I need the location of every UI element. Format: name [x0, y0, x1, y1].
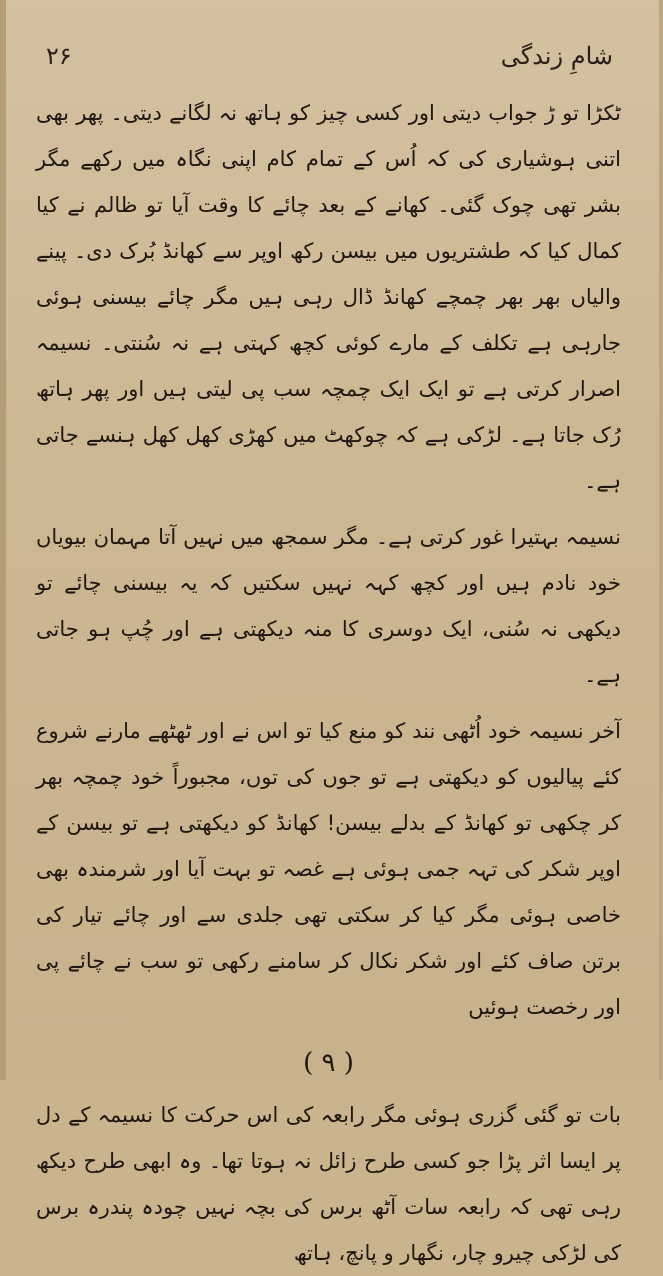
page-body: [36, 90, 621, 1276]
section-number: ( ۹ ): [303, 1048, 354, 1078]
paragraph-4: بات تو گئی گزری ہوئی مگر رابعہ کی اس حرکت کا نسیمہ کے دل پر ایسا اثر پڑا جو کسی طرح زائل نہ ہوتا تھا۔ وہ ابھی طرح دیکھ رہی تھی کہ رابعہ سات آٹھ برس کی بچہ نہیں چودہ پندرہ برس کی لڑکی چیرو چار، نگھار و پانچ، ہاتھ: [36, 1103, 621, 1265]
page-number: ۲۶: [46, 42, 72, 70]
page-header: [36, 34, 621, 78]
running-title: شامِ زندگی: [500, 42, 613, 70]
paragraph-3: آخر نسیمہ خود اُٹھی نند کو منع کیا تو اس نے اور ٹھٹھے مارنے شروع کئے پیالیوں کو دیکھتی ہے تو جوں کی توں، مجبوراً خود چمچہ بھر کر چکھی تو کھانڈ کے بدلے بیسن! کھانڈ کو دیکھتی ہے تو بیسن کے اوپر شکر کی تہہ جمی ہوئی ہے غصہ تو بہت آیا اور شرمندہ بھی خاصی ہوئی مگر کیا کر سکتی تھی جلدی سے اور چائے تیار کی برتن صاف کئے اور شکر نکال کر سامنے رکھی تو سب نے چائے پی اور رخصت ہوئیں: [36, 719, 621, 1019]
paragraph-1: ٹکڑا تو ڑ جواب دیتی اور کسی چیز کو ہاتھ نہ لگانے دیتی۔ پھر بھی اتنی ہوشیاری کی کہ اُس کے تمام کام اپنی نگاہ میں رکھے مگر بشر تھی چوک گئی۔ کھانے کے بعد چائے کا وقت آیا تو ظالم نے کیا کمال کیا کہ طشتریوں میں بیسن رکھ اوپر سے کھانڈ بُرک دی۔ پینے والیاں بھر بھر چمچے کھانڈ ڈال رہی ہیں مگر چائے بیسنی ہوئی جارہی ہے تکلف کے مارے کوئی کچھ کہتی ہے نہ سُنتی۔ نسیمہ اصرار کرتی ہے تو ایک ایک چمچہ سب پی لیتی ہیں اور پھر ہاتھ رُک جاتا ہے۔ لڑکی ہے کہ چوکھٹ میں کھڑی کھل کھل ہنسے جاتی ہے۔: [36, 101, 621, 493]
paragraph-2: نسیمہ بہتیرا غور کرتی ہے۔ مگر سمجھ میں نہیں آتا مہمان بیویاں خود نادم ہیں اور کچھ کہہ نہیں سکتیں کہ یہ بیسنی چائے تو دیکھی نہ سُنی، ایک دوسری کا منہ دیکھتی ہے اور چُپ ہو جاتی ہے۔: [36, 525, 621, 687]
